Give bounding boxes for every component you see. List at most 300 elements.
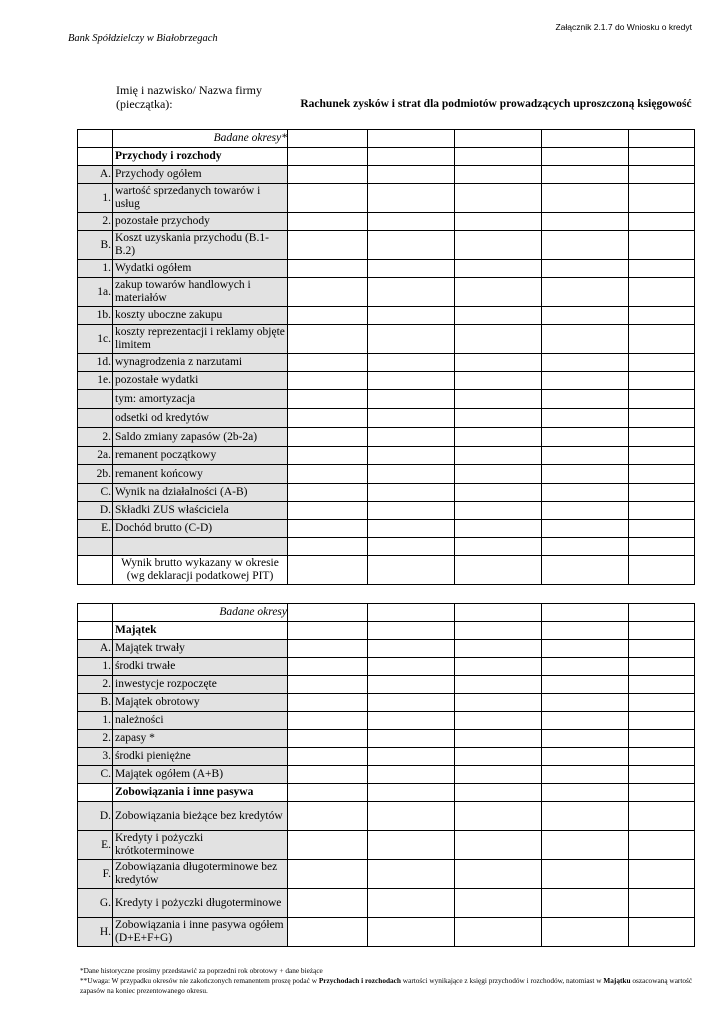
value-cell[interactable] (542, 213, 629, 231)
value-cell[interactable] (542, 166, 629, 184)
period-header-row (78, 604, 695, 622)
row-number: 2. (78, 730, 113, 748)
section-header-row (78, 622, 695, 640)
row-label: wartość sprzedanych towarów i usług (113, 184, 288, 213)
value-cell[interactable] (629, 428, 695, 447)
value-cell[interactable] (455, 428, 542, 447)
value-cell[interactable] (542, 712, 629, 730)
value-cell[interactable] (288, 166, 368, 184)
value-cell[interactable] (368, 860, 455, 889)
value-cell[interactable] (542, 802, 629, 831)
value-cell[interactable] (455, 802, 542, 831)
row-label: zapasy * (113, 730, 288, 748)
row-label: Dochód brutto (C-D) (113, 520, 288, 538)
value-cell[interactable] (288, 712, 368, 730)
value-cell[interactable] (455, 184, 542, 213)
value-cell[interactable] (288, 428, 368, 447)
value-cell[interactable] (455, 409, 542, 428)
section-header-row (78, 148, 695, 166)
row-label: koszty reprezentacji i reklamy objęte limitem (113, 325, 288, 354)
row-number (78, 538, 113, 556)
value-cell[interactable] (455, 148, 542, 166)
value-cell[interactable] (288, 748, 368, 766)
value-cell[interactable] (288, 918, 368, 947)
value-cell[interactable] (288, 802, 368, 831)
value-cell[interactable] (455, 213, 542, 231)
value-cell[interactable] (368, 447, 455, 465)
row-number (78, 784, 113, 802)
value-cell[interactable] (629, 538, 695, 556)
value-cell[interactable] (288, 325, 368, 354)
value-cell[interactable] (542, 556, 629, 585)
value-cell[interactable] (542, 325, 629, 354)
value-cell[interactable] (288, 860, 368, 889)
value-cell[interactable] (542, 658, 629, 676)
row-label: Kredyty i pożyczki krótkoterminowe (113, 831, 288, 860)
section-header: Zobowiązania i inne pasywa (113, 784, 288, 802)
row-label (113, 538, 288, 556)
value-cell[interactable] (629, 148, 695, 166)
value-cell[interactable] (288, 766, 368, 784)
value-cell[interactable] (368, 428, 455, 447)
value-cell[interactable] (455, 694, 542, 712)
value-cell[interactable] (629, 213, 695, 231)
value-cell[interactable] (542, 307, 629, 325)
value-cell[interactable] (629, 918, 695, 947)
table-row (78, 860, 695, 889)
value-cell[interactable] (288, 604, 368, 622)
row-label: remanent końcowy (113, 465, 288, 484)
row-number: D. (78, 802, 113, 831)
row-number: H. (78, 918, 113, 947)
row-label: koszty uboczne zakupu (113, 307, 288, 325)
value-cell[interactable] (542, 604, 629, 622)
value-cell[interactable] (542, 465, 629, 484)
value-cell[interactable] (288, 231, 368, 260)
value-cell[interactable] (455, 784, 542, 802)
value-cell[interactable] (629, 325, 695, 354)
value-cell[interactable] (368, 538, 455, 556)
value-cell[interactable] (455, 447, 542, 465)
value-cell[interactable] (542, 184, 629, 213)
row-number: A. (78, 166, 113, 184)
value-cell[interactable] (542, 260, 629, 278)
row-label: Składki ZUS właściciela (113, 502, 288, 520)
value-cell[interactable] (368, 676, 455, 694)
row-number: 2. (78, 676, 113, 694)
value-cell[interactable] (368, 130, 455, 148)
balance-table (77, 603, 695, 947)
period-header: Badane okresy* (113, 130, 288, 148)
value-cell[interactable] (288, 556, 368, 585)
table-row (78, 184, 695, 213)
row-label: należności (113, 712, 288, 730)
table-row (78, 465, 695, 484)
row-label: zakup towarów handlowych i materiałów (113, 278, 288, 307)
row-label: Zobowiązania bieżące bez kredytów (113, 802, 288, 831)
value-cell[interactable] (288, 372, 368, 390)
value-cell[interactable] (288, 278, 368, 307)
value-cell[interactable] (288, 676, 368, 694)
value-cell[interactable] (629, 447, 695, 465)
value-cell[interactable] (368, 658, 455, 676)
value-cell[interactable] (368, 325, 455, 354)
value-cell[interactable] (629, 409, 695, 428)
value-cell[interactable] (629, 166, 695, 184)
value-cell[interactable] (542, 428, 629, 447)
table-row (78, 640, 695, 658)
value-cell[interactable] (288, 658, 368, 676)
value-cell[interactable] (455, 556, 542, 585)
value-cell[interactable] (542, 520, 629, 538)
value-cell[interactable] (629, 278, 695, 307)
table-row (78, 889, 695, 918)
value-cell[interactable] (542, 231, 629, 260)
value-cell[interactable] (455, 604, 542, 622)
row-number: G. (78, 889, 113, 918)
value-cell[interactable] (542, 390, 629, 409)
row-label: Koszt uzyskania przychodu (B.1-B.2) (113, 231, 288, 260)
value-cell[interactable] (368, 831, 455, 860)
value-cell[interactable] (455, 640, 542, 658)
value-cell[interactable] (629, 231, 695, 260)
row-number: A. (78, 640, 113, 658)
row-label: remanent początkowy (113, 447, 288, 465)
value-cell[interactable] (542, 484, 629, 502)
row-number: B. (78, 694, 113, 712)
value-cell[interactable] (455, 278, 542, 307)
row-number: 1. (78, 658, 113, 676)
section-header: Przychody i rozchody (113, 148, 288, 166)
value-cell[interactable] (629, 712, 695, 730)
value-cell[interactable] (629, 520, 695, 538)
value-cell[interactable] (629, 748, 695, 766)
value-cell[interactable] (368, 802, 455, 831)
value-cell[interactable] (288, 520, 368, 538)
row-label: inwestycje rozpoczęte (113, 676, 288, 694)
value-cell[interactable] (455, 831, 542, 860)
value-cell[interactable] (629, 766, 695, 784)
row-number: 1e. (78, 372, 113, 390)
value-cell[interactable] (368, 484, 455, 502)
bank-name: Bank Spółdzielczy w Białobrzegach (68, 33, 218, 44)
table-row (78, 390, 695, 409)
value-cell[interactable] (368, 766, 455, 784)
value-cell[interactable] (288, 538, 368, 556)
value-cell[interactable] (542, 622, 629, 640)
value-cell[interactable] (368, 730, 455, 748)
value-cell[interactable] (288, 730, 368, 748)
value-cell[interactable] (288, 390, 368, 409)
value-cell[interactable] (455, 372, 542, 390)
value-cell[interactable] (288, 484, 368, 502)
value-cell[interactable] (629, 465, 695, 484)
row-number: 1a. (78, 278, 113, 307)
value-cell[interactable] (455, 889, 542, 918)
value-cell[interactable] (629, 784, 695, 802)
table-row (78, 802, 695, 831)
value-cell[interactable] (455, 325, 542, 354)
table-row (78, 730, 695, 748)
value-cell[interactable] (368, 502, 455, 520)
table-row (78, 748, 695, 766)
value-cell[interactable] (288, 213, 368, 231)
value-cell[interactable] (629, 372, 695, 390)
row-number: 2b. (78, 465, 113, 484)
table-row (78, 447, 695, 465)
page-title: Rachunek zysków i strat dla podmiotów prowadzących uproszczoną księgowość (300, 98, 692, 110)
income-statement-table (77, 129, 695, 585)
value-cell[interactable] (368, 354, 455, 372)
table-row (78, 231, 695, 260)
value-cell[interactable] (629, 694, 695, 712)
value-cell[interactable] (542, 372, 629, 390)
value-cell[interactable] (629, 889, 695, 918)
value-cell[interactable] (288, 184, 368, 213)
value-cell[interactable] (542, 130, 629, 148)
row-label: Kredyty i pożyczki długoterminowe (113, 889, 288, 918)
value-cell[interactable] (455, 520, 542, 538)
row-label: pozostałe wydatki (113, 372, 288, 390)
value-cell[interactable] (629, 502, 695, 520)
value-cell[interactable] (629, 354, 695, 372)
value-cell[interactable] (455, 658, 542, 676)
value-cell[interactable] (455, 484, 542, 502)
value-cell[interactable] (542, 148, 629, 166)
value-cell[interactable] (455, 390, 542, 409)
value-cell[interactable] (542, 784, 629, 802)
row-number (78, 556, 113, 585)
value-cell[interactable] (288, 831, 368, 860)
table-row (78, 428, 695, 447)
value-cell[interactable] (368, 784, 455, 802)
value-cell[interactable] (455, 712, 542, 730)
value-cell[interactable] (629, 307, 695, 325)
value-cell[interactable] (368, 640, 455, 658)
row-label: odsetki od kredytów (113, 409, 288, 428)
row-number (78, 130, 113, 148)
value-cell[interactable] (542, 694, 629, 712)
value-cell[interactable] (542, 831, 629, 860)
period-header: Badane okresy (113, 604, 288, 622)
value-cell[interactable] (542, 676, 629, 694)
value-cell[interactable] (629, 640, 695, 658)
value-cell[interactable] (542, 447, 629, 465)
row-number: F. (78, 860, 113, 889)
table-row (78, 213, 695, 231)
applicant-name-label: Imię i nazwisko/ Nazwa firmy (pieczątka): (116, 83, 262, 111)
value-cell[interactable] (455, 730, 542, 748)
value-cell[interactable] (368, 409, 455, 428)
table-row (78, 712, 695, 730)
value-cell[interactable] (368, 307, 455, 325)
value-cell[interactable] (368, 465, 455, 484)
value-cell[interactable] (368, 166, 455, 184)
row-label: Zobowiązania i inne pasywa ogółem (D+E+F+G) (113, 918, 288, 947)
value-cell[interactable] (542, 748, 629, 766)
row-number: 1. (78, 260, 113, 278)
table-row (78, 484, 695, 502)
row-number (78, 409, 113, 428)
table-row (78, 676, 695, 694)
value-cell[interactable] (629, 831, 695, 860)
value-cell[interactable] (288, 502, 368, 520)
value-cell[interactable] (368, 712, 455, 730)
value-cell[interactable] (629, 390, 695, 409)
value-cell[interactable] (368, 390, 455, 409)
value-cell[interactable] (368, 694, 455, 712)
row-label: wynagrodzenia z narzutami (113, 354, 288, 372)
value-cell[interactable] (542, 278, 629, 307)
value-cell[interactable] (368, 184, 455, 213)
value-cell[interactable] (368, 918, 455, 947)
table-row (78, 278, 695, 307)
value-cell[interactable] (455, 502, 542, 520)
value-cell[interactable] (288, 889, 368, 918)
row-number: 3. (78, 748, 113, 766)
row-number: E. (78, 831, 113, 860)
row-label: Majątek obrotowy (113, 694, 288, 712)
value-cell[interactable] (455, 918, 542, 947)
value-cell[interactable] (288, 465, 368, 484)
table-row (78, 354, 695, 372)
value-cell[interactable] (629, 130, 695, 148)
pit-label: Wynik brutto wykazany w okresie (wg deklaracji podatkowej PIT) (113, 556, 288, 585)
value-cell[interactable] (288, 640, 368, 658)
value-cell[interactable] (288, 148, 368, 166)
value-cell[interactable] (542, 766, 629, 784)
row-number: 2. (78, 213, 113, 231)
value-cell[interactable] (542, 502, 629, 520)
row-label: Majątek trwały (113, 640, 288, 658)
footnotes (80, 966, 700, 996)
value-cell[interactable] (288, 447, 368, 465)
value-cell[interactable] (542, 860, 629, 889)
value-cell[interactable] (288, 307, 368, 325)
value-cell[interactable] (542, 889, 629, 918)
period-header-row (78, 130, 695, 148)
pit-row (78, 556, 695, 585)
value-cell[interactable] (455, 231, 542, 260)
table-row (78, 831, 695, 860)
value-cell[interactable] (368, 231, 455, 260)
value-cell[interactable] (288, 260, 368, 278)
row-number: D. (78, 502, 113, 520)
footnote-1: *Dane historyczne prosimy przedstawić za poprzedni rok obrotowy + dane bieżące (80, 966, 323, 975)
value-cell[interactable] (629, 484, 695, 502)
value-cell[interactable] (629, 860, 695, 889)
value-cell[interactable] (455, 860, 542, 889)
value-cell[interactable] (368, 278, 455, 307)
value-cell[interactable] (629, 556, 695, 585)
value-cell[interactable] (455, 166, 542, 184)
row-number: C. (78, 766, 113, 784)
value-cell[interactable] (455, 748, 542, 766)
value-cell[interactable] (629, 658, 695, 676)
value-cell[interactable] (368, 889, 455, 918)
value-cell[interactable] (288, 409, 368, 428)
value-cell[interactable] (629, 730, 695, 748)
value-cell[interactable] (629, 676, 695, 694)
value-cell[interactable] (368, 520, 455, 538)
value-cell[interactable] (288, 622, 368, 640)
value-cell[interactable] (455, 130, 542, 148)
table-row (78, 694, 695, 712)
row-number: 2a. (78, 447, 113, 465)
value-cell[interactable] (542, 640, 629, 658)
value-cell[interactable] (455, 307, 542, 325)
value-cell[interactable] (368, 556, 455, 585)
value-cell[interactable] (542, 730, 629, 748)
row-number: 2. (78, 428, 113, 447)
table-row (78, 502, 695, 520)
row-label: pozostałe przychody (113, 213, 288, 231)
value-cell[interactable] (455, 622, 542, 640)
table-row (78, 538, 695, 556)
row-number (78, 148, 113, 166)
value-cell[interactable] (368, 748, 455, 766)
value-cell[interactable] (368, 372, 455, 390)
row-number: E. (78, 520, 113, 538)
value-cell[interactable] (288, 694, 368, 712)
row-label: Saldo zmiany zapasów (2b-2a) (113, 428, 288, 447)
value-cell[interactable] (629, 184, 695, 213)
row-label: środki pieniężne (113, 748, 288, 766)
row-number: 1. (78, 184, 113, 213)
row-label: tym: amortyzacja (113, 390, 288, 409)
table-row (78, 766, 695, 784)
row-label: środki trwałe (113, 658, 288, 676)
value-cell[interactable] (542, 538, 629, 556)
value-cell[interactable] (368, 213, 455, 231)
row-label: Zobowiązania długoterminowe bez kredytów (113, 860, 288, 889)
value-cell[interactable] (629, 260, 695, 278)
value-cell[interactable] (288, 130, 368, 148)
value-cell[interactable] (542, 409, 629, 428)
value-cell[interactable] (455, 766, 542, 784)
value-cell[interactable] (368, 260, 455, 278)
value-cell[interactable] (542, 354, 629, 372)
row-number: C. (78, 484, 113, 502)
table-row (78, 166, 695, 184)
value-cell[interactable] (368, 148, 455, 166)
value-cell[interactable] (455, 676, 542, 694)
value-cell[interactable] (629, 622, 695, 640)
table-row (78, 307, 695, 325)
table-row (78, 409, 695, 428)
value-cell[interactable] (629, 604, 695, 622)
value-cell[interactable] (368, 604, 455, 622)
row-number (78, 604, 113, 622)
row-number (78, 390, 113, 409)
value-cell[interactable] (288, 354, 368, 372)
row-label: Majątek ogółem (A+B) (113, 766, 288, 784)
value-cell[interactable] (455, 538, 542, 556)
table-row (78, 260, 695, 278)
value-cell[interactable] (629, 802, 695, 831)
value-cell[interactable] (288, 784, 368, 802)
value-cell[interactable] (368, 622, 455, 640)
value-cell[interactable] (455, 465, 542, 484)
value-cell[interactable] (542, 918, 629, 947)
table-row (78, 520, 695, 538)
row-number: 1d. (78, 354, 113, 372)
row-number: 1b. (78, 307, 113, 325)
table-row (78, 918, 695, 947)
value-cell[interactable] (455, 354, 542, 372)
value-cell[interactable] (455, 260, 542, 278)
table-row (78, 372, 695, 390)
